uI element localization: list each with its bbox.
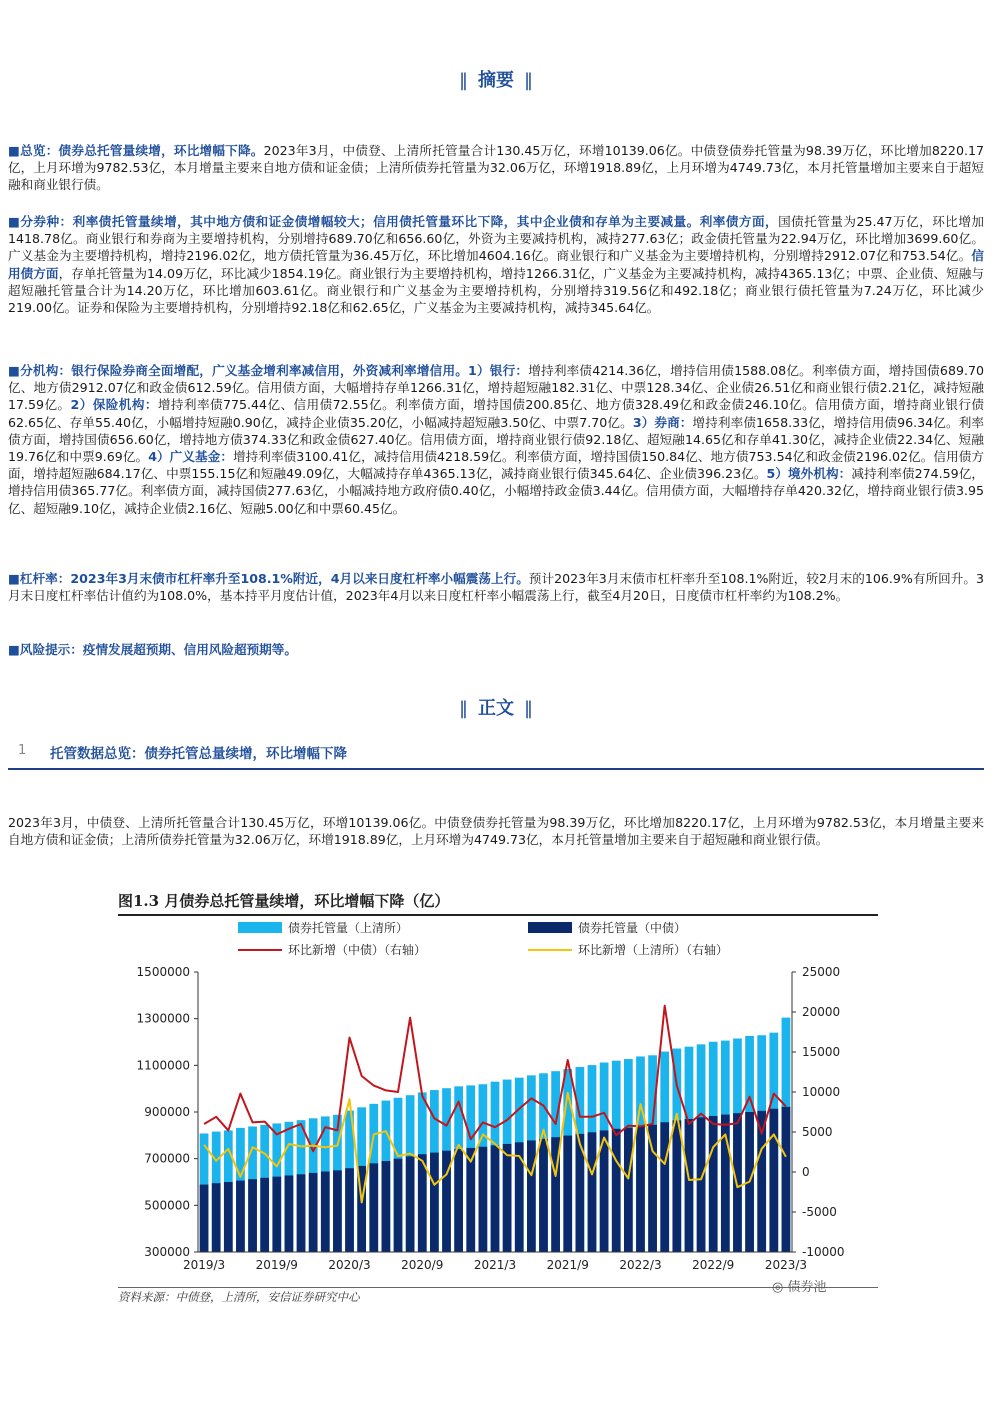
figure-source: 资料来源：中债登，上清所，安信证券研究中心 <box>118 1290 360 1304</box>
left-tick-label: 1100000 <box>136 1058 190 1073</box>
bar-ccdc <box>515 1142 524 1252</box>
right-tick-label: -5000 <box>802 1205 837 1219</box>
body-heading <box>0 694 992 720</box>
x-tick-label: 2020/9 <box>401 1258 444 1272</box>
inst-fund-text: 增持利率债3100.41亿，减持信用债4218.59亿。利率债方面，增持国债150.84亿、地方债753.54亿和政金债2196.02亿。信用债方面，增持超短融684.17亿、中票155.15亿和短融49.09亿，大幅减持存单4365.13亿，减持商业银行债345.64亿、企业债396.23亿。 <box>8 449 984 482</box>
x-tick-label: 2020/3 <box>328 1258 371 1272</box>
summary-heading <box>0 66 992 92</box>
section-title: 托管数据总览：债券托管总量续增，环比增幅下降 <box>50 746 347 762</box>
watermark-text: 债券池 <box>787 1280 827 1295</box>
bar-ccdc <box>345 1168 354 1252</box>
left-tick-label: 700000 <box>144 1151 190 1166</box>
overview-lead: ■总览：债券总托管量续增，环比增幅下降。 <box>8 143 264 158</box>
bar-ccdc <box>212 1183 221 1252</box>
right-tick-label: 10000 <box>802 1085 841 1099</box>
bar-ccdc <box>503 1144 512 1252</box>
custody-chart <box>110 915 850 1283</box>
bar-ccdc <box>624 1128 633 1252</box>
inst-lead: ■分机构：银行保险券商全面增配，广义基金增利率减信用，外资减利率增信用。 <box>8 363 469 378</box>
bar-ccdc <box>394 1159 403 1252</box>
legend-label-ccdc-line: 环比新增（中债）（右轴） <box>288 943 427 957</box>
variety-lead: ■分券种：利率债托管量续增，其中地方债和证金债增幅较大；信用债托管量环比下降，其中企业债和存单为主要减量。利率债方面， <box>8 214 779 229</box>
bar-ccdc <box>466 1148 475 1252</box>
right-tick-label: 25000 <box>802 965 841 979</box>
variety-sub-credit: 信用债方面 <box>8 248 984 281</box>
legend-label-shclear-line: 环比新增（上清所）（右轴） <box>578 943 729 957</box>
heading-bar-right: ‖ <box>524 698 533 719</box>
bar-ccdc <box>782 1107 791 1252</box>
inst-ins-label: 2）保险机构： <box>70 397 158 413</box>
variety-paragraph <box>8 213 984 316</box>
bar-ccdc <box>769 1109 778 1252</box>
body-paragraph <box>8 814 984 848</box>
heading-bar-left: ‖ <box>459 698 468 719</box>
bar-ccdc <box>224 1182 233 1252</box>
inst-for-text: 减持利率债274.59亿，增持信用债365.77亿。利率债方面，减持国债277.63亿，小幅减持地方政府债0.40亿，小幅增持政金债3.44亿。信用债方面，大幅增持存单420.32亿，增持商业银行债3.95亿、超短融9.10亿，减持企业债2.16亿、短融5.00亿和中票60.45亿。 <box>8 466 984 516</box>
x-tick-label: 2023/3 <box>764 1258 808 1272</box>
bar-ccdc <box>272 1177 281 1252</box>
bar-ccdc <box>406 1156 415 1252</box>
heading-bar-right: ‖ <box>524 70 533 91</box>
body-text: 2023年3月，中债登、上清所托管量合计130.45万亿，环增10139.06亿。中债登债券托管量为98.39万亿，环比增加8220.17亿，上月环增为9782.53亿，本月增量主要来自地方债和证金债；上清所债券托管量为32.06万亿，环增1918.89亿，上月环增为4749.73亿，本月托管量增加主要来自于超短融和商业银行债。 <box>8 815 984 848</box>
bar-ccdc <box>260 1178 269 1252</box>
watermark <box>772 1276 827 1295</box>
bar-ccdc <box>588 1132 597 1252</box>
left-tick-label: 500000 <box>144 1198 190 1213</box>
left-tick-label: 900000 <box>144 1105 190 1119</box>
bar-ccdc <box>491 1145 500 1252</box>
risk-lead: ■风险提示：疫情发展超预期、信用风险超预期等。 <box>8 642 297 657</box>
inst-sec-text: 增持利率债1658.33亿，增持信用债96.34亿。利率债方面，增持国债656.60亿，增持地方债374.33亿和政金债627.40亿。信用债方面，增持商业银行债92.18亿、超短融14.65亿和存单41.30亿，减持企业债22.34亿、短融19.76亿和中票9.69亿。 <box>8 414 984 465</box>
bar-ccdc <box>709 1116 718 1252</box>
bar-ccdc <box>236 1181 245 1252</box>
bar-ccdc <box>454 1149 463 1252</box>
bar-ccdc <box>697 1117 706 1252</box>
x-tick-label: 2021/9 <box>546 1258 589 1272</box>
bar-ccdc <box>285 1175 294 1252</box>
legend-swatch-ccdc <box>528 922 572 933</box>
legend-label-ccdc: 债券托管量（中债） <box>578 921 687 935</box>
body-heading-text: 正文 <box>478 698 514 719</box>
legend-label-shclear: 债券托管量（上清所） <box>288 921 409 935</box>
x-tick-label: 2021/3 <box>473 1258 517 1272</box>
bar-ccdc <box>636 1126 645 1252</box>
risk-paragraph <box>8 641 984 658</box>
x-tick-label: 2022/9 <box>692 1258 735 1272</box>
inst-bank-text: 增持利率债4214.36亿，增持信用债1588.08亿。利率债方面，增持国债689.70亿、地方债2912.07亿和政金债612.59亿。信用债方面，大幅增持存单1266.31亿，增持超短融182.31亿、中票128.34亿、企业债26.51亿和商业银行债2.21亿，减持短融17.59亿。 <box>8 363 985 413</box>
overview-text: 2023年3月，中债登、上清所托管量合计130.45万亿，环增10139.06亿。中债登债券托管量为98.39万亿，环比增加8220.17亿，上月环增为9782.53亿，本月增量主要来自地方债和证金债；上清所债券托管量为32.06万亿，环增1918.89亿，上月环增为4749.73亿，本月托管量增加主要来自于超短融和商业银行债。 <box>8 143 984 193</box>
lev-lead: ■杠杆率：2023年3月末债市杠杆率升至108.1%附近，4月以来日度杠杆率小幅震荡上行。 <box>8 571 529 586</box>
bar-ccdc <box>479 1147 488 1252</box>
lev-text: 预计2023年3月末债市杠杆率升至108.1%附近，较2月末的106.9%有所回升。3月末日度杠杆率估计值约为108.0%，基本持平月度估计值，2023年4月以来日度杠杆率小幅震荡上行，截至4月20日，日度债市杠杆率约为108.2%。 <box>8 571 984 604</box>
variety-text-rate: 国债托管量为25.47万亿，环比增加1418.78亿。商业银行和券商为主要增持机构，分别增持689.70亿和656.60亿，外资为主要减持机构，减持277.63亿；政金债托管量为22.94万亿，环比增加3699.60亿。广义基金为主要增持机构，增持2196.02亿，地方债托管量为36.45万亿，环比增加4604.16亿。商业银行和广义基金为主要增持机构，分别增持2912.07亿和753.54亿。 <box>8 214 984 264</box>
x-tick-label: 2022/3 <box>619 1258 662 1272</box>
legend-swatch-shclear <box>238 922 282 933</box>
left-tick-label: 1500000 <box>136 965 190 979</box>
x-tick-label: 2019/9 <box>255 1258 298 1272</box>
left-tick-label: 1300000 <box>136 1011 190 1026</box>
section-number: 1 <box>18 743 27 758</box>
summary-heading-text: 摘要 <box>478 70 514 91</box>
source-divider <box>118 1287 878 1288</box>
figure-title: 图1.3 月债券总托管量续增，环比增幅下降（亿） <box>118 890 878 916</box>
bar-ccdc <box>685 1119 694 1252</box>
inst-for-label: 5）境外机构： <box>766 466 852 482</box>
right-tick-label: 15000 <box>802 1045 841 1059</box>
bar-ccdc <box>297 1174 306 1252</box>
institution-paragraph <box>8 362 984 517</box>
bar-ccdc <box>612 1129 621 1252</box>
bar-ccdc <box>321 1172 330 1253</box>
bar-ccdc <box>672 1120 681 1252</box>
inst-sec-label: 3）券商： <box>632 414 693 430</box>
inst-ins-text: 增持利率债775.44亿、信用债72.55亿。利率债方面，增持国债200.85亿、地方债328.49亿和政金债246.10亿。信用债方面，增持商业银行债62.65亿、存单55.40亿，小幅增持短融0.90亿，减持企业债35.20亿，小幅减持超短融3.50亿、中票7.70亿。 <box>8 397 984 430</box>
bar-ccdc <box>309 1173 318 1252</box>
variety-text-credit: ，存单托管量为14.09万亿，环比减少1854.19亿。商业银行为主要增持机构，增持1266.31亿，广义基金为主要减持机构，减持4365.13亿；中票、企业债、短融与超短融托管量合计为14.20万亿，环比增加603.61亿。商业银行和广义基金为主要增持机构，分别增持319.56亿和492.18亿；商业银行债托管量为7.24万亿，环比减少219.00亿。证券和保险为主要增持机构，分别增持92.18亿和62.65亿，广义基金为主要减持机构，减持345.64亿。 <box>8 265 985 316</box>
right-tick-label: 5000 <box>802 1125 833 1139</box>
bar-ccdc <box>200 1185 209 1252</box>
bar-ccdc <box>733 1113 742 1252</box>
right-tick-label: -10000 <box>802 1245 845 1259</box>
bar-ccdc <box>248 1179 257 1252</box>
bar-ccdc <box>382 1161 391 1252</box>
left-tick-label: 300000 <box>144 1245 190 1259</box>
section-1-header <box>8 740 984 770</box>
bar-ccdc <box>430 1153 439 1252</box>
right-tick-label: 0 <box>802 1165 810 1179</box>
bar-ccdc <box>539 1139 548 1252</box>
bar-ccdc <box>333 1170 342 1252</box>
wechat-icon: ◎ <box>772 1280 784 1295</box>
bar-ccdc <box>563 1136 572 1252</box>
bar-ccdc <box>648 1125 657 1252</box>
bar-ccdc <box>660 1122 669 1252</box>
bar-ccdc <box>527 1140 536 1252</box>
inst-fund-label: 4）广义基金： <box>148 449 233 465</box>
heading-bar-left: ‖ <box>459 70 468 91</box>
bar-ccdc <box>369 1163 378 1252</box>
right-tick-label: 20000 <box>802 1005 841 1019</box>
leverage-paragraph <box>8 570 984 604</box>
inst-bank-label: 1）银行： <box>468 363 529 378</box>
x-tick-label: 2019/3 <box>182 1258 226 1272</box>
overview-paragraph <box>8 142 984 194</box>
